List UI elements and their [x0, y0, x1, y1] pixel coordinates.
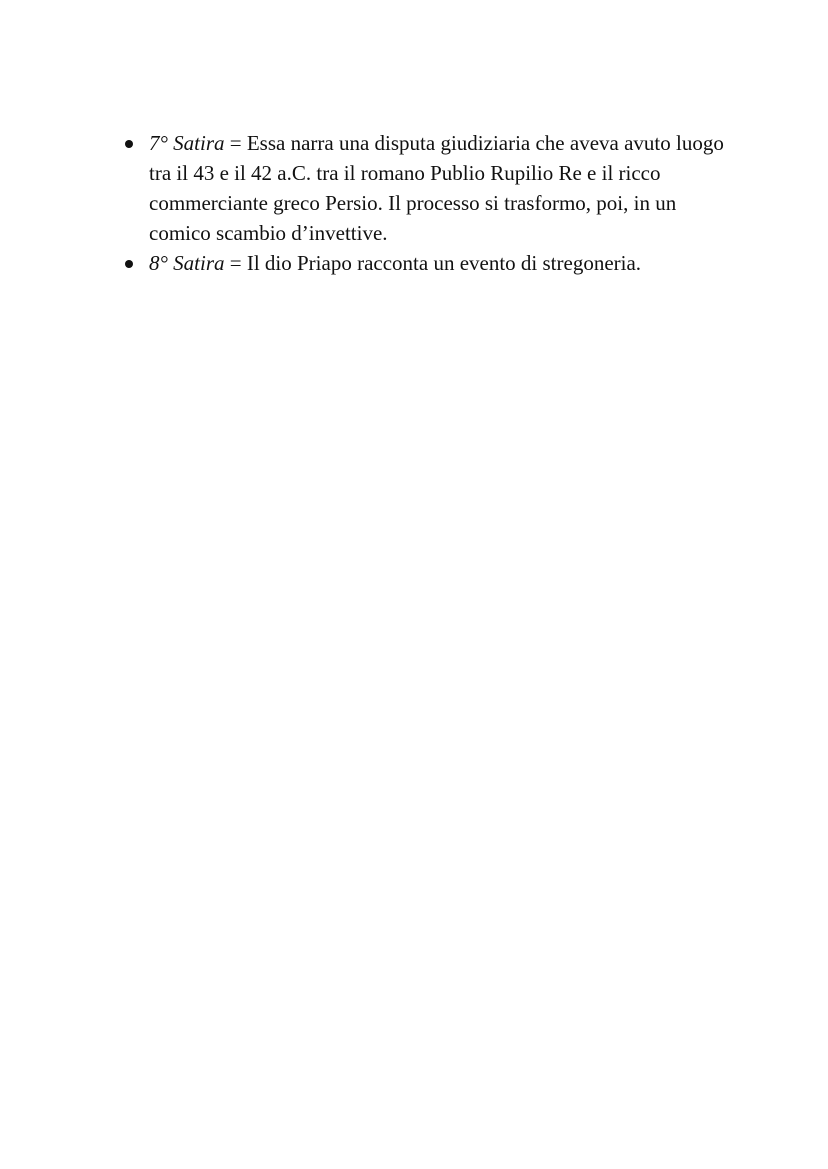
- list-item: [118, 128, 728, 248]
- item-separator: =: [229, 131, 242, 155]
- list-item: [118, 248, 728, 278]
- bullet-icon: [125, 140, 133, 148]
- item-text: Essa narra una disputa giudiziaria che aveva avuto luogo tra il 43 e il 42 a.C. tra il romano Publio Rupilio Re e il ricco commerciante greco Persio. Il processo si trasformo, poi, in un comico scambio d’invettive.: [149, 131, 724, 245]
- item-title: Satira: [173, 251, 225, 275]
- item-number: 8°: [149, 251, 168, 275]
- bullet-list: [118, 128, 728, 278]
- bullet-icon: [125, 260, 133, 268]
- item-text: Il dio Priapo racconta un evento di stregoneria.: [246, 251, 642, 275]
- item-separator: =: [229, 251, 242, 275]
- item-title: Satira: [173, 131, 225, 155]
- item-number: 7°: [149, 131, 168, 155]
